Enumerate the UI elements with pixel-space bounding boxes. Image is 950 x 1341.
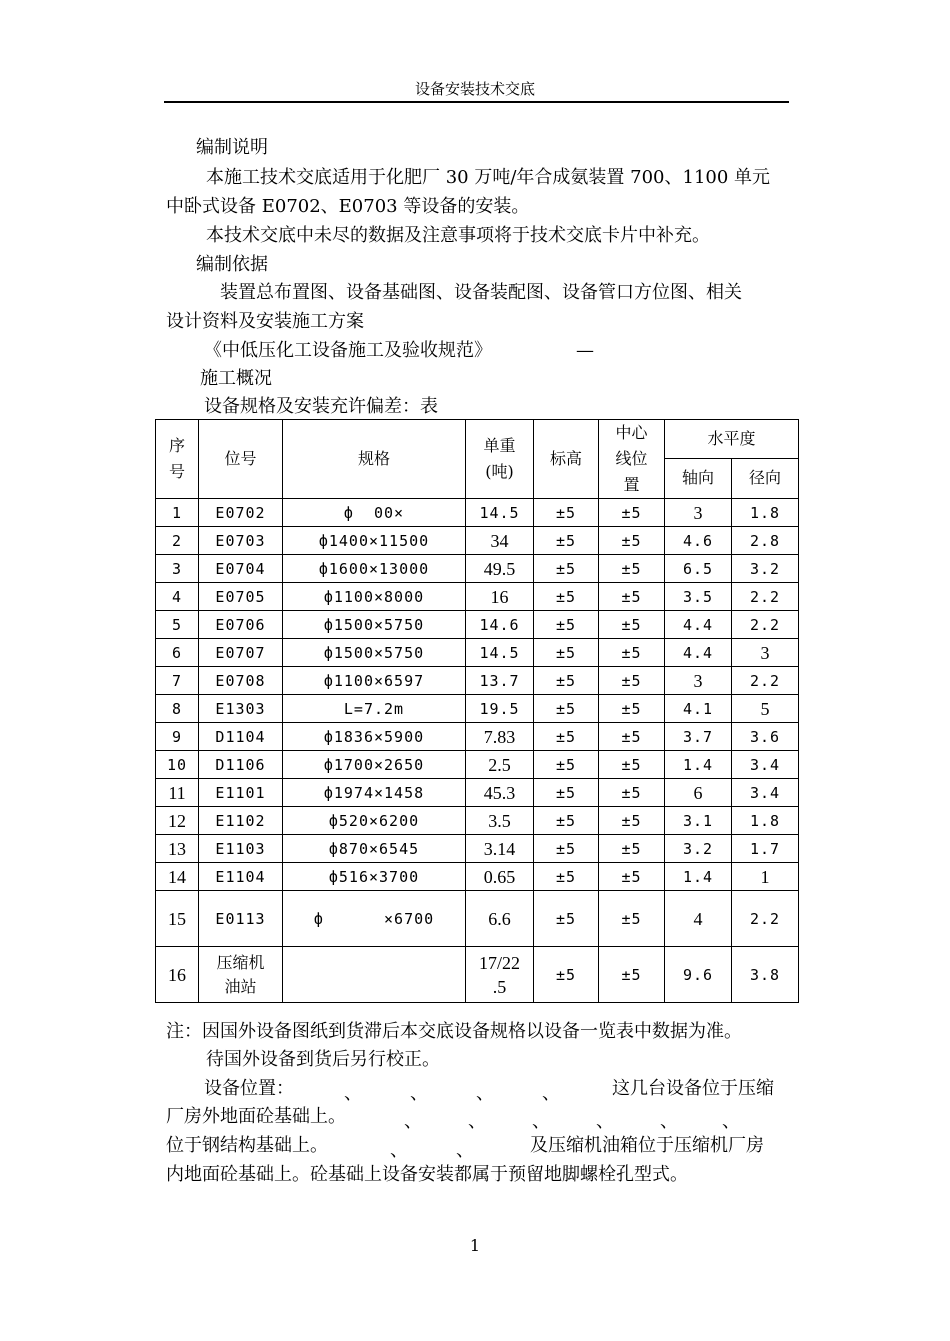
cell-weight: 49.5: [466, 555, 534, 583]
table-row: [156, 695, 799, 723]
cell-axial: 6: [665, 779, 732, 807]
separator-comma: 、: [404, 1111, 422, 1132]
separator-comma: 、: [468, 1111, 486, 1132]
cell-elevation: ±5: [534, 499, 599, 527]
cell-radial: 2.2: [732, 891, 799, 947]
table-row: [156, 583, 799, 611]
cell-position: E0113: [199, 891, 283, 947]
cell-radial: 2.2: [732, 583, 799, 611]
cell-seq: 10: [156, 751, 199, 779]
page-header-title: 设备安装技术交底: [414, 80, 535, 98]
header-rule: [164, 101, 789, 103]
table-row: [156, 751, 799, 779]
separator-comma: 、: [476, 1083, 494, 1104]
cell-elevation: ±5: [534, 807, 599, 835]
cell-center: ±5: [599, 863, 665, 891]
cell-spec: ф 00×: [283, 499, 466, 527]
cell-elevation: ±5: [534, 723, 599, 751]
table-row: [156, 891, 799, 947]
cell-spec: ф1500×5750: [283, 611, 466, 639]
table-row: [156, 723, 799, 751]
cell-weight-line1: 17/22: [478, 952, 520, 973]
paragraph-scope-line2: 中卧式设备 E0702、E0703 等设备的安装。: [166, 196, 530, 217]
cell-radial: 2.2: [732, 611, 799, 639]
cell-axial: 6.5: [665, 555, 732, 583]
paragraph-basis-line1: 装置总布置图、设备基础图、设备装配图、设备管口方位图、相关: [220, 282, 742, 303]
cell-center: ±5: [599, 807, 665, 835]
header-center-line: 中心线位置: [599, 420, 665, 499]
cell-weight: 3.14: [466, 835, 534, 863]
cell-axial: 3.7: [665, 723, 732, 751]
cell-axial: 9.6: [665, 947, 732, 1003]
cell-position: E0707: [199, 639, 283, 667]
cell-spec: ф1836×5900: [283, 723, 466, 751]
cell-spec: ф1600×13000: [283, 555, 466, 583]
cell-spec: ф870×6545: [283, 835, 466, 863]
header-spec: 规格: [283, 420, 466, 499]
cell-position: E0704: [199, 555, 283, 583]
cell-weight: 45.3: [466, 779, 534, 807]
paragraph-basis-line2: 设计资料及安装施工方案: [166, 311, 364, 332]
paragraph-supplement: 本技术交底中未尽的数据及注意事项将于技术交底卡片中补充。: [206, 225, 710, 246]
cell-seq: 14: [156, 863, 199, 891]
separator-comma: 、: [542, 1083, 560, 1104]
cell-seq: 8: [156, 695, 199, 723]
cell-position: E0702: [199, 499, 283, 527]
cell-position: E0706: [199, 611, 283, 639]
table-row: [156, 639, 799, 667]
cell-axial: 4.4: [665, 639, 732, 667]
table-row: [156, 667, 799, 695]
cell-elevation: ±5: [534, 835, 599, 863]
cell-weight: 2.5: [466, 751, 534, 779]
cell-axial: 3.5: [665, 583, 732, 611]
table-row: [156, 779, 799, 807]
separator-comma: 、: [390, 1140, 408, 1161]
cell-position-line1: 压缩机: [216, 952, 265, 972]
section-heading-overview: 施工概况: [200, 368, 272, 389]
header-position: 位号: [199, 420, 283, 499]
position-line3-lead: 位于钢结构基础上。: [166, 1135, 328, 1156]
table-caption: 设备规格及安装充许偏差：表: [204, 396, 438, 417]
cell-weight: 16: [466, 583, 534, 611]
cell-axial: 4.4: [665, 611, 732, 639]
cell-radial: 3.2: [732, 555, 799, 583]
cell-center: ±5: [599, 499, 665, 527]
cell-position: D1104: [199, 723, 283, 751]
cell-weight: 7.83: [466, 723, 534, 751]
cell-seq: 7: [156, 667, 199, 695]
cell-seq: 3: [156, 555, 199, 583]
cell-center: ±5: [599, 695, 665, 723]
cell-elevation: ±5: [534, 667, 599, 695]
cell-center: ±5: [599, 723, 665, 751]
position-line3-tail: 及压缩机油箱位于压缩机厂房: [530, 1135, 764, 1156]
cell-seq: 2: [156, 527, 199, 555]
cell-radial: 1.8: [732, 807, 799, 835]
cell-center: ±5: [599, 835, 665, 863]
table-row: [156, 527, 799, 555]
position-line1-tail: 这几台设备位于压缩: [612, 1078, 774, 1099]
cell-seq: 4: [156, 583, 199, 611]
cell-spec: ф520×6200: [283, 807, 466, 835]
cell-axial: 3: [665, 667, 732, 695]
table-row: [156, 863, 799, 891]
position-line2-lead: 厂房外地面砼基础上。: [166, 1106, 346, 1127]
cell-radial: 3.6: [732, 723, 799, 751]
cell-seq: 16: [156, 947, 199, 1003]
header-levelness: 水平度: [665, 420, 799, 459]
page-number: 1: [469, 1236, 481, 1255]
header-weight: 单重(吨): [466, 420, 534, 499]
cell-elevation: ±5: [534, 863, 599, 891]
cell-center: ±5: [599, 611, 665, 639]
cell-radial: 3: [732, 639, 799, 667]
table-row: [156, 555, 799, 583]
cell-axial: 1.4: [665, 863, 732, 891]
cell-radial: 3.4: [732, 751, 799, 779]
cell-spec: ф1974×1458: [283, 779, 466, 807]
cell-radial: 2.2: [732, 667, 799, 695]
table-row: [156, 611, 799, 639]
equipment-spec-table: [155, 419, 799, 1003]
cell-elevation: ±5: [534, 555, 599, 583]
cell-radial: 2.8: [732, 527, 799, 555]
cell-position: E1303: [199, 695, 283, 723]
cell-spec: ф ×6700: [283, 891, 466, 947]
cell-center: ±5: [599, 947, 665, 1003]
cell-elevation: ±5: [534, 947, 599, 1003]
cell-axial: 1.4: [665, 751, 732, 779]
cell-spec: L=7.2m: [283, 695, 466, 723]
cell-center: ±5: [599, 583, 665, 611]
cell-weight: [466, 947, 534, 1003]
cell-axial: 3: [665, 499, 732, 527]
separator-comma: 、: [344, 1083, 362, 1104]
cell-seq: 9: [156, 723, 199, 751]
cell-center: ±5: [599, 779, 665, 807]
cell-elevation: ±5: [534, 751, 599, 779]
separator-comma: 、: [456, 1140, 474, 1161]
cell-elevation: ±5: [534, 639, 599, 667]
cell-center: ±5: [599, 555, 665, 583]
cell-spec: ф1500×5750: [283, 639, 466, 667]
section-heading-basis: 编制依据: [196, 254, 268, 275]
cell-weight: 0.65: [466, 863, 534, 891]
cell-spec: ф1100×8000: [283, 583, 466, 611]
position-line4: 内地面砼基础上。砼基础上设备安装都属于预留地脚螺栓孔型式。: [166, 1164, 688, 1185]
cell-weight: 14.5: [466, 499, 534, 527]
cell-weight: 14.6: [466, 611, 534, 639]
separator-comma: 、: [410, 1083, 428, 1104]
cell-spec: ф1700×2650: [283, 751, 466, 779]
header-seq: 序号: [156, 420, 199, 499]
cell-seq: 12: [156, 807, 199, 835]
cell-axial: 4.1: [665, 695, 732, 723]
cell-elevation: ±5: [534, 779, 599, 807]
cell-center: ±5: [599, 891, 665, 947]
cell-seq: 13: [156, 835, 199, 863]
cell-position: E0708: [199, 667, 283, 695]
table-row: [156, 835, 799, 863]
cell-weight: 14.5: [466, 639, 534, 667]
cell-axial: 3.1: [665, 807, 732, 835]
cell-spec: ф516×3700: [283, 863, 466, 891]
cell-axial: 3.2: [665, 835, 732, 863]
separator-comma: 、: [596, 1111, 614, 1132]
standard-reference: 《中低压化工设备施工及验收规范》: [204, 340, 492, 361]
cell-spec: ф1400×11500: [283, 527, 466, 555]
table-row: [156, 947, 799, 1003]
paragraph-scope-line1: 本施工技术交底适用于化肥厂 30 万吨/年合成氨装置 700、1100 单元: [206, 167, 771, 188]
header-elevation: 标高: [534, 420, 599, 499]
cell-seq: 5: [156, 611, 199, 639]
cell-seq: 11: [156, 779, 199, 807]
cell-elevation: ±5: [534, 891, 599, 947]
header-axial: 轴向: [665, 458, 732, 498]
cell-elevation: ±5: [534, 611, 599, 639]
cell-position: E1102: [199, 807, 283, 835]
cell-position: E0705: [199, 583, 283, 611]
cell-seq: 1: [156, 499, 199, 527]
cell-center: ±5: [599, 527, 665, 555]
cell-radial: 1.8: [732, 499, 799, 527]
cell-elevation: ±5: [534, 527, 599, 555]
separator-comma: 、: [660, 1111, 678, 1132]
table-row: [156, 499, 799, 527]
separator-comma: 、: [532, 1111, 550, 1132]
cell-radial: 3.8: [732, 947, 799, 1003]
cell-center: ±5: [599, 751, 665, 779]
cell-position: D1106: [199, 751, 283, 779]
cell-position: E1101: [199, 779, 283, 807]
cell-spec: ф1100×6597: [283, 667, 466, 695]
cell-weight-line2: .5: [492, 976, 507, 997]
cell-axial: 4: [665, 891, 732, 947]
cell-position: [199, 947, 283, 1003]
position-line1-lead: 设备位置：: [204, 1078, 294, 1099]
cell-axial: 4.6: [665, 527, 732, 555]
cell-weight: 3.5: [466, 807, 534, 835]
cell-radial: 5: [732, 695, 799, 723]
cell-weight: 34: [466, 527, 534, 555]
header-radial: 径向: [732, 458, 799, 498]
cell-spec: [283, 947, 466, 1003]
cell-radial: 3.4: [732, 779, 799, 807]
cell-weight: 13.7: [466, 667, 534, 695]
cell-elevation: ±5: [534, 695, 599, 723]
table-row: [156, 807, 799, 835]
cell-weight: 6.6: [466, 891, 534, 947]
cell-position: E0703: [199, 527, 283, 555]
cell-seq: 6: [156, 639, 199, 667]
cell-radial: 1: [732, 863, 799, 891]
note-line1: 注：因国外设备图纸到货滞后本交底设备规格以设备一览表中数据为准。: [166, 1021, 742, 1042]
note-line2: 待国外设备到货后另行校正。: [206, 1049, 440, 1070]
cell-seq: 15: [156, 891, 199, 947]
cell-center: ±5: [599, 667, 665, 695]
cell-center: ±5: [599, 639, 665, 667]
cell-position: E1103: [199, 835, 283, 863]
standard-reference-dash: —: [576, 340, 594, 361]
separator-comma: 、: [722, 1111, 740, 1132]
cell-elevation: ±5: [534, 583, 599, 611]
cell-position-line2: 油站: [224, 976, 257, 996]
section-heading-preparation: 编制说明: [196, 137, 268, 158]
cell-radial: 1.7: [732, 835, 799, 863]
cell-position: E1104: [199, 863, 283, 891]
cell-weight: 19.5: [466, 695, 534, 723]
